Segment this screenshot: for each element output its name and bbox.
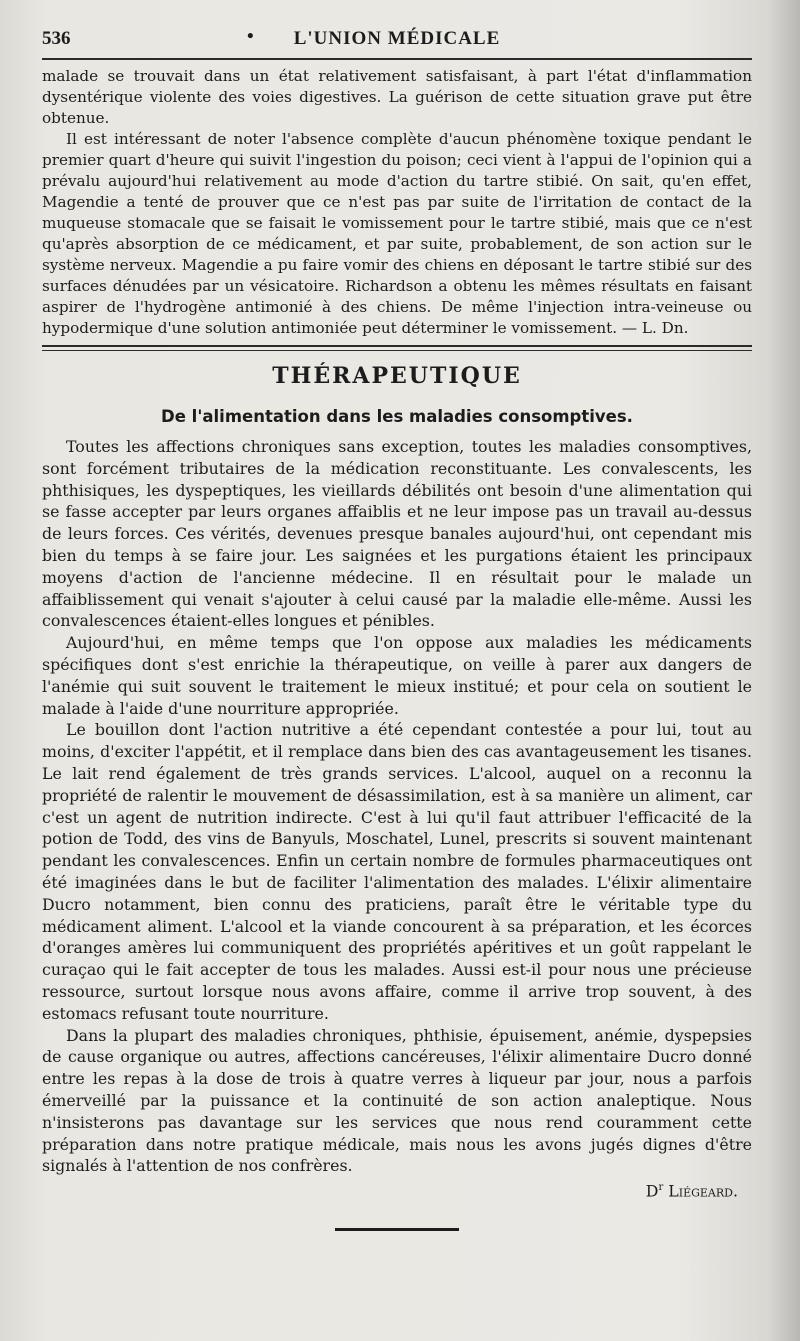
section-title: THÉRAPEUTIQUE	[272, 363, 522, 389]
paragraph: Dans la plupart des maladies chroniques, phthisie, épuisement, anémie, dyspepsies de cause organique ou autres, affections cancéreuses, l'élixir alimentaire Ducro donné entre les repas à la dose de trois à quatre verres à liqueur par jour, nous a parfois émerveillé par la puissance et la continuité de son action analeptique. Nous n'insisterons pas davantage sur les services que nous rend couramment cette préparation dans notre pratique médicale, mais nous les avons jugés dignes d'être signalés à l'attention de nos confrères.	[42, 1025, 752, 1176]
therapeutique-section	[42, 363, 752, 1231]
header-rule	[42, 58, 752, 60]
paragraph: Le bouillon dont l'action nutritive a été cependant contestée a pour lui, tout au moins, d'exciter l'appétit, et il remplace dans bien des cas avantageusement les tisanes. Le lait rend également de très grands services. L'alcool, auquel on a reconnu la propriété de ralentir le mouvement de désassimilation, est à sa manière un aliment, car c'est un agent de nutrition indirecte. C'est à lui qu'il faut attribuer l'efficacité de la potion de Todd, des vins de Banyuls, Moschatel, Lunel, prescrits si souvent maintenant pendant les convalescences. Enfin un certain nombre de formules pharmaceutiques ont été imaginées dans le but de faciliter l'alimentation des malades. L'élixir alimentaire Ducro notamment, bien connu des praticiens, paraît être le véritable type du médicament aliment. L'alcool et la viande concourent à sa préparation, et les écorces d'oranges amères lui communiquent des propriétés apéritives et un goût rappelant le curaçao qui le fait accepter de tous les malades. Aussi est-il pour nous une précieuse ressource, surtout lorsque nous avons affaire, comme il arrive trop souvent, à des estomacs refusant toute nourriture.	[42, 720, 752, 1023]
journal-title: L'UNION MÉDICALE	[293, 28, 501, 49]
header-separator: •	[247, 26, 254, 47]
article-title: De l'alimentation dans les maladies consomptives.	[161, 407, 633, 426]
page-number: 536	[42, 28, 71, 49]
section-divider	[42, 345, 752, 351]
paragraph: Aujourd'hui, en même temps que l'on oppose aux maladies les médicaments spécifiques dont s'est enrichie la thérapeutique, on veille à parer aux dangers de l'anémie qui suit souvent le traitement le mieux institué; et pour cela on soutient le malade à l'aide d'une nourriture appropriée.	[42, 633, 752, 718]
paragraph: Toutes les affections chroniques sans exception, toutes les maladies consomptives, sont forcément tributaires de la médication reconstituante. Les convalescents, les phthisiques, les dyspeptiques, les vieillards débilités ont besoin d'une alimentation qui se fasse accepter par leurs organes affaiblis et ne leur impose pas un travail au-dessus de leurs forces. Ces vérités, devenues presque banales aujourd'hui, ont cependant mis bien du temps à se faire jour. Les saignées et les purgations étaient les principaux moyens d'action de l'ancienne médecine. Il en résultait pour le malade un affaiblissement qui venait s'ajouter à celui causé par la maladie elle-même. Aussi les convalescences étaient-elles longues et pénibles.	[42, 437, 752, 631]
running-head	[42, 26, 752, 54]
author-signature: $D^r$ Liégeard.	[645, 1181, 738, 1201]
signature-line	[42, 1177, 752, 1202]
continued-paragraph: malade se trouvait dans un état relativement satisfaisant, à part l'état d'inflammation dysentérique violente des voies digestives. La guérison de cette situation grave put être obtenue.	[42, 67, 752, 127]
end-rule	[335, 1228, 459, 1231]
paragraph: Il est intéressant de noter l'absence complète d'aucun phénomène toxique pendant le premier quart d'heure qui suivit l'ingestion du poison; ceci vient à l'appui de l'opinion qui a prévalu aujourd'hui relativement au mode d'action du tartre stibié. On sait, qu'en effet, Magendie a tenté de prouver que ce n'est pas par suite de l'irritation de contact de la muqueuse stomacale que se faisait le vomissement pour le tartre stibié, mais que ce n'est qu'après absorption de ce médicament, et par suite, probablement, de son action sur le système nerveux. Magendie a pu faire vomir des chiens en déposant le tartre stibié sur des surfaces dénudées par un vésicatoire. Richardson a obtenu les mêmes résultats en faisant aspirer de l'hydrogène antimonié à des chiens. De même l'injection intra-veineuse ou hypodermique d'une solution antimoniée peut déterminer le vomissement. — L. Dn.	[42, 130, 752, 337]
previous-article-end	[42, 66, 752, 339]
